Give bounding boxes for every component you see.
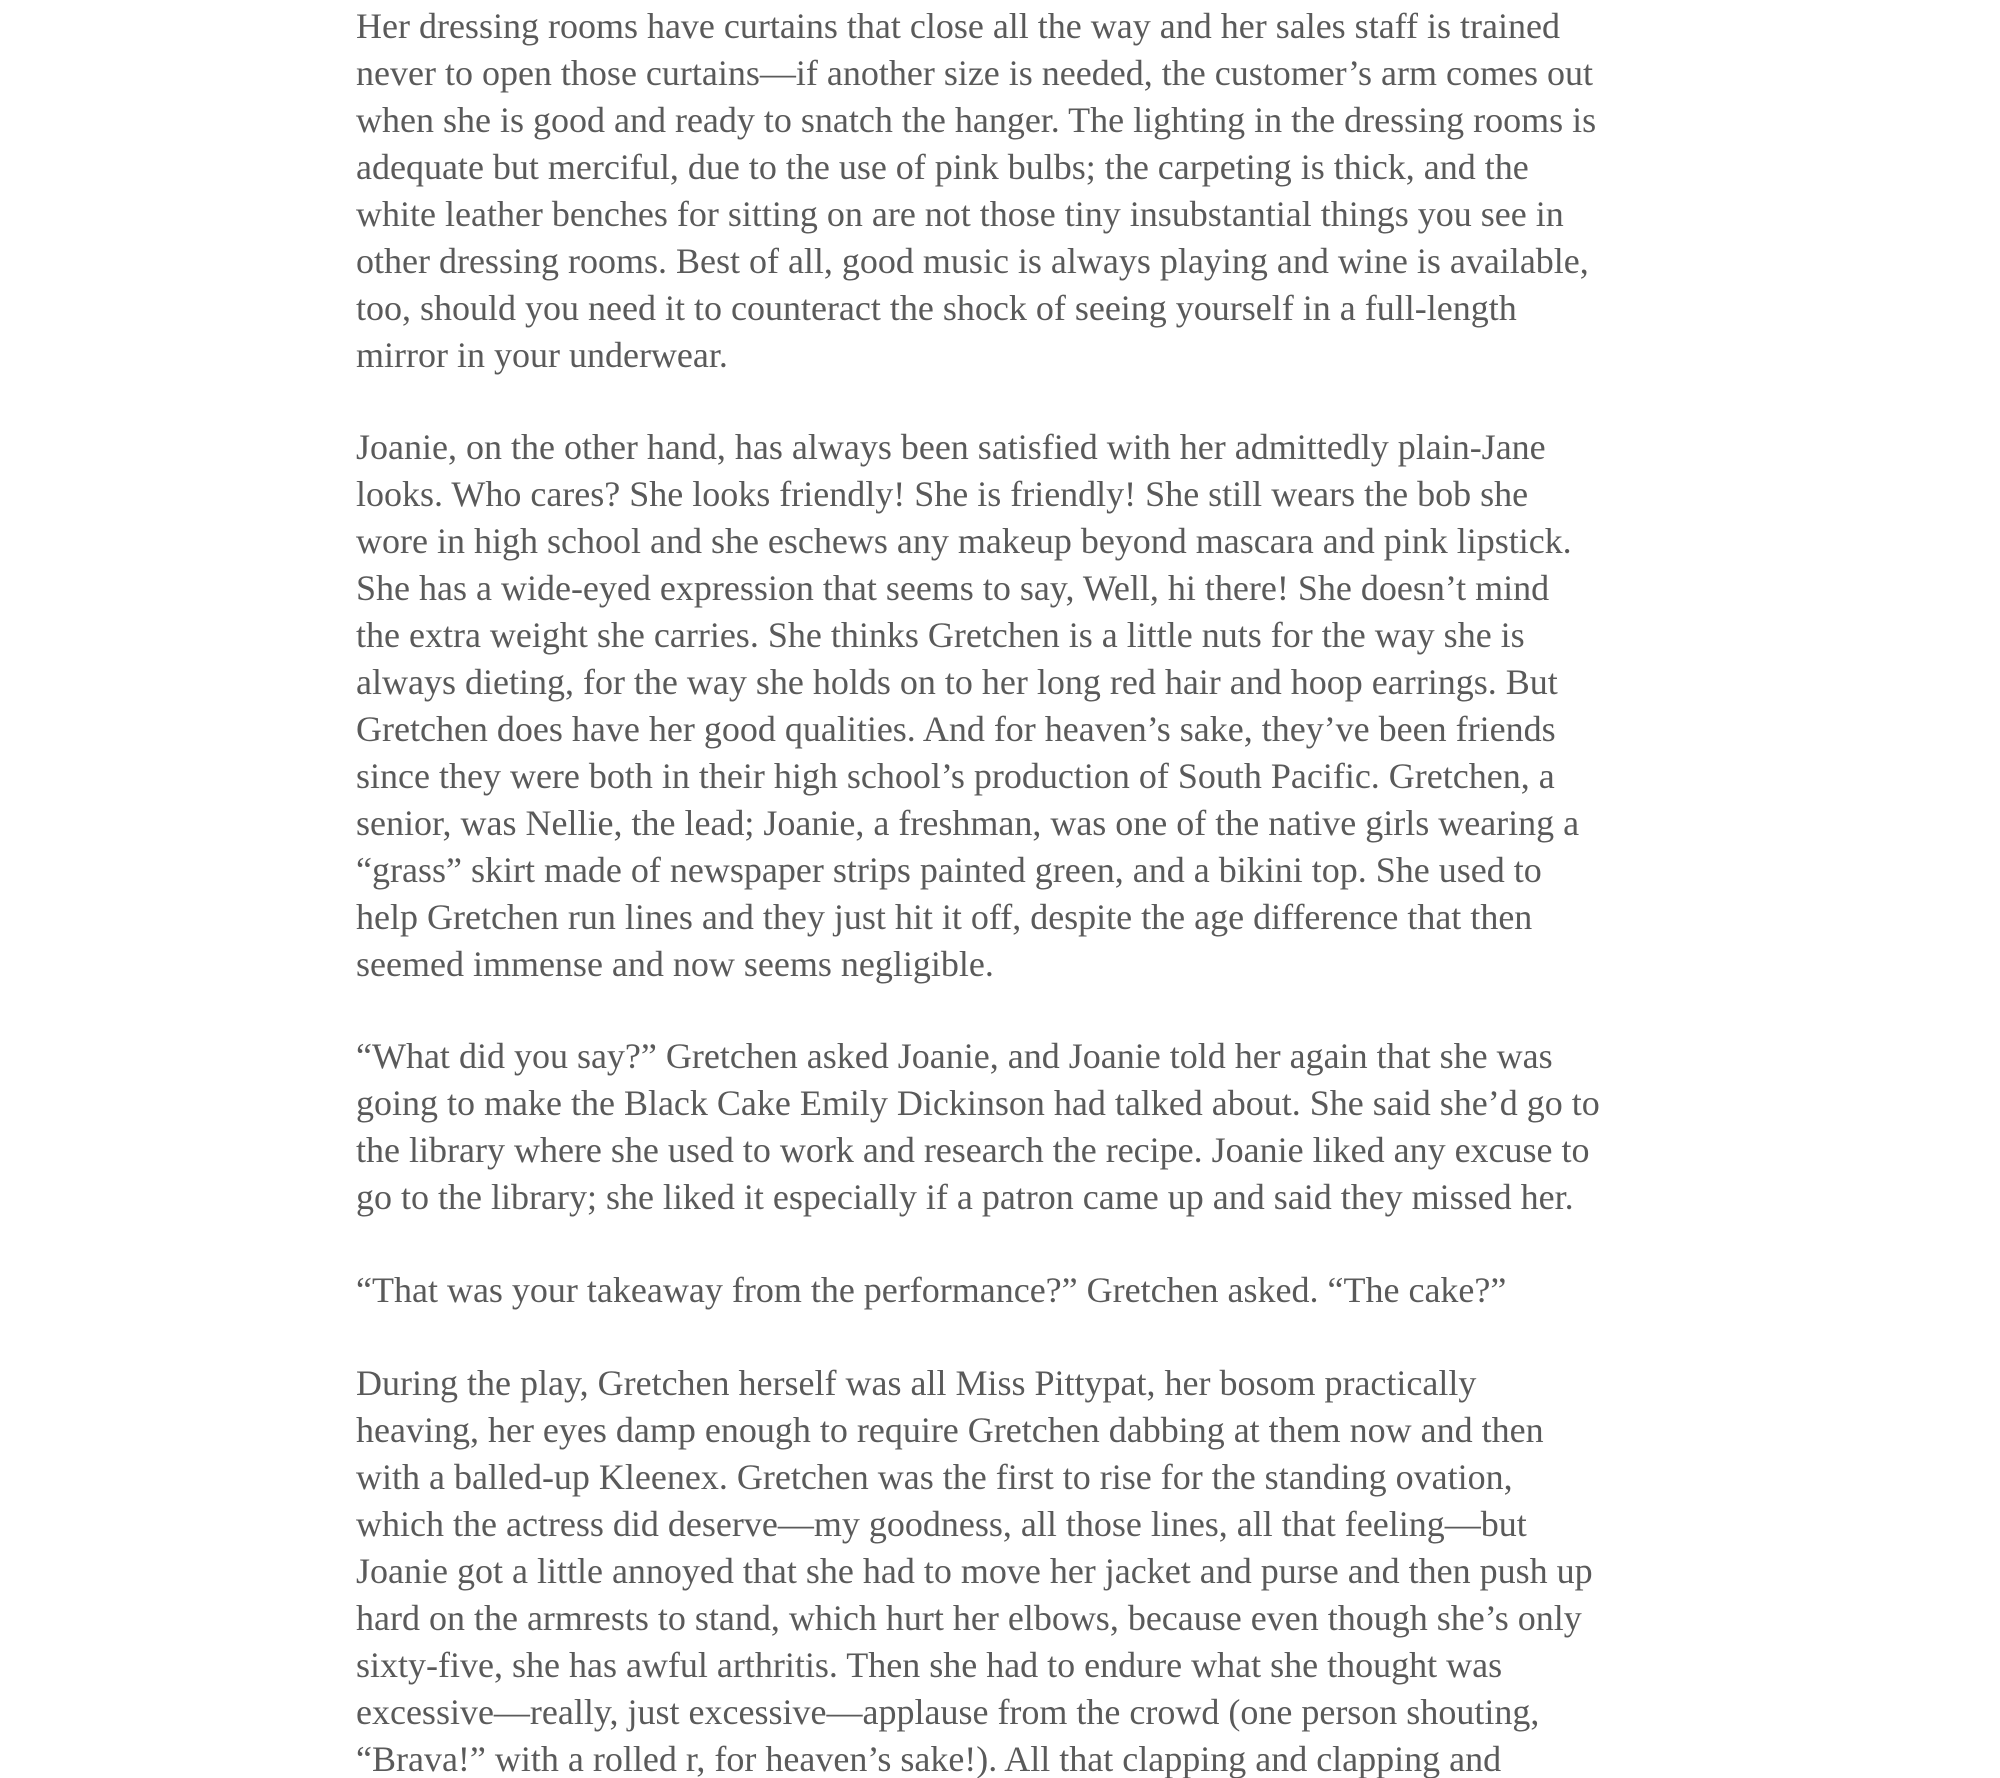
text-line: Joanie, on the other hand, has always been satisfied with her admittedly plain-Jane: [356, 427, 1546, 467]
paragraph-joanie-looks: [356, 424, 1579, 988]
text-line: wore in high school and she eschews any makeup beyond mascara and pink lipstick.: [356, 521, 1572, 561]
text-line: the library where she used to work and research the recipe. Joanie liked any excuse to: [356, 1130, 1590, 1170]
text-line: looks. Who cares? She looks friendly! She is friendly! She still wears the bob she: [356, 474, 1529, 514]
text-line: since they were both in their high school’s production of South Pacific. Gretchen, a: [356, 756, 1555, 796]
text-line: when she is good and ready to snatch the hanger. The lighting in the dressing rooms is: [356, 100, 1597, 140]
paragraph-dressing-rooms: [356, 3, 1596, 379]
text-line: heaving, her eyes damp enough to require Gretchen dabbing at them now and then: [356, 1410, 1544, 1450]
text-line: Her dressing rooms have curtains that close all the way and her sales staff is trained: [356, 6, 1560, 46]
text-line: too, should you need it to counteract the shock of seeing yourself in a full-length: [356, 288, 1517, 328]
text-line: with a balled-up Kleenex. Gretchen was the first to rise for the standing ovation,: [356, 1457, 1513, 1497]
text-line: Joanie got a little annoyed that she had to move her jacket and purse and then push up: [356, 1551, 1593, 1591]
text-line: “grass” skirt made of newspaper strips painted green, and a bikini top. She used to: [356, 850, 1542, 890]
text-line: sixty-five, she has awful arthritis. Then she had to endure what she thought was: [356, 1645, 1503, 1685]
text-line: “Brava!” with a rolled r, for heaven’s sake!). All that clapping and clapping and: [356, 1739, 1502, 1778]
text-line: go to the library; she liked it especially if a patron came up and said they missed her.: [356, 1177, 1574, 1217]
text-line: going to make the Black Cake Emily Dickinson had talked about. She said she’d go to: [356, 1083, 1600, 1123]
text-line: mirror in your underwear.: [356, 335, 728, 375]
text-line: which the actress did deserve—my goodness, all those lines, all that feeling—but: [356, 1504, 1527, 1544]
text-line: the extra weight she carries. She thinks Gretchen is a little nuts for the way she is: [356, 615, 1525, 655]
text-line: help Gretchen run lines and they just hit it off, despite the age difference that then: [356, 897, 1533, 937]
text-line: always dieting, for the way she holds on to her long red hair and hoop earrings. But: [356, 662, 1558, 702]
text-line: hard on the armrests to stand, which hurt her elbows, because even though she’s only: [356, 1598, 1582, 1638]
paragraph-during-play: [356, 1360, 1593, 1778]
text-line: senior, was Nellie, the lead; Joanie, a freshman, was one of the native girls wearing a: [356, 803, 1580, 843]
document-page: [356, 0, 1666, 1778]
text-line: She has a wide-eyed expression that seems to say, Well, hi there! She doesn’t mind: [356, 568, 1550, 608]
text-line: excessive—really, just excessive—applause from the crowd (one person shouting,: [356, 1692, 1540, 1732]
text-line: never to open those curtains—if another size is needed, the customer’s arm comes out: [356, 53, 1593, 93]
text-line: Gretchen does have her good qualities. And for heaven’s sake, they’ve been friends: [356, 709, 1556, 749]
text-line: During the play, Gretchen herself was all Miss Pittypat, her bosom practically: [356, 1363, 1477, 1403]
paragraph-black-cake: [356, 1033, 1600, 1221]
text-line: white leather benches for sitting on are not those tiny insubstantial things you see in: [356, 194, 1564, 234]
text-line: “What did you say?” Gretchen asked Joanie, and Joanie told her again that she was: [356, 1036, 1553, 1076]
text-line: other dressing rooms. Best of all, good music is always playing and wine is available,: [356, 241, 1589, 281]
paragraph-takeaway: [356, 1267, 1506, 1314]
text-line: “That was your takeaway from the performance?” Gretchen asked. “The cake?”: [356, 1270, 1507, 1310]
text-line: adequate but merciful, due to the use of pink bulbs; the carpeting is thick, and the: [356, 147, 1529, 187]
text-line: seemed immense and now seems negligible.: [356, 944, 994, 984]
